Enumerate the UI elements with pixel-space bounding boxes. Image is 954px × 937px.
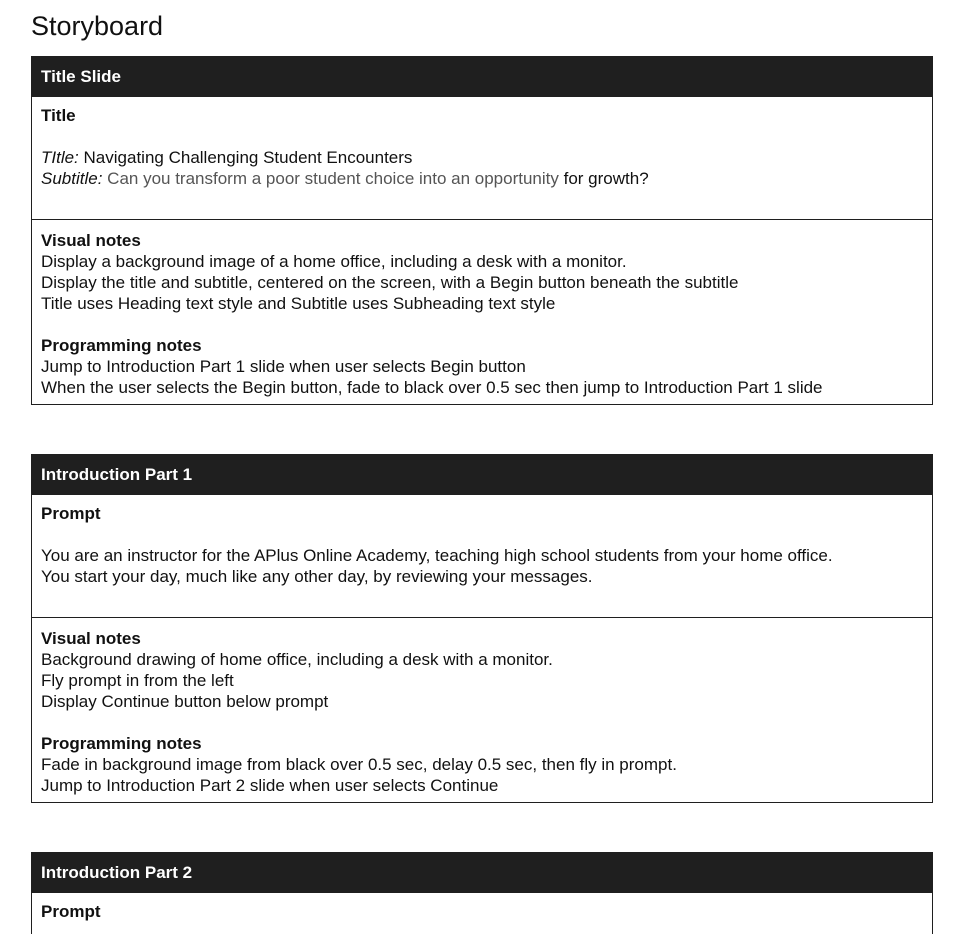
programming-note-line: Jump to Introduction Part 1 slide when user selects Begin button xyxy=(41,357,526,376)
title-key: TItle: xyxy=(41,148,79,167)
slide-introduction-part-1 xyxy=(31,454,933,803)
title-value: Navigating Challenging Student Encounters xyxy=(83,148,413,167)
programming-note-line: When the user selects the Begin button, fade to black over 0.5 sec then jump to Introduction Part 1 slide xyxy=(41,378,823,397)
subtitle-value-grey: Can you transform a poor student choice into an opportunity xyxy=(107,169,559,188)
slide-header: Title Slide xyxy=(32,57,932,97)
notes-section xyxy=(32,219,932,404)
section-label: Title xyxy=(41,106,76,125)
prompt-section xyxy=(32,893,932,934)
visual-note-line: Display Continue button below prompt xyxy=(41,692,329,711)
subtitle-line xyxy=(41,168,923,189)
storyboard-page xyxy=(31,0,933,934)
section-label: Prompt xyxy=(41,504,101,523)
subtitle-key: Subtitle: xyxy=(41,169,103,188)
visual-notes-label: Visual notes xyxy=(41,629,141,648)
visual-note-line: Background drawing of home office, including a desk with a monitor. xyxy=(41,650,553,669)
programming-notes-label: Programming notes xyxy=(41,336,202,355)
visual-notes-label: Visual notes xyxy=(41,231,141,250)
prompt-section xyxy=(32,495,932,617)
prompt-line: You are an instructor for the APlus Online Academy, teaching high school students from your home office. xyxy=(41,546,833,565)
title-line xyxy=(41,147,923,168)
slide-header: Introduction Part 1 xyxy=(32,455,932,495)
slide-introduction-part-2 xyxy=(31,852,933,934)
programming-note-line: Jump to Introduction Part 2 slide when user selects Continue xyxy=(41,776,499,795)
notes-section xyxy=(32,617,932,802)
page-title: Storyboard xyxy=(31,11,164,41)
visual-note-line: Display the title and subtitle, centered on the screen, with a Begin button beneath the subtitle xyxy=(41,273,739,292)
visual-note-line: Display a background image of a home office, including a desk with a monitor. xyxy=(41,252,627,271)
prompt-line: You start your day, much like any other day, by reviewing your messages. xyxy=(41,567,593,586)
slide-title-slide xyxy=(31,56,933,405)
slide-header: Introduction Part 2 xyxy=(32,853,932,893)
section-label: Prompt xyxy=(41,902,101,921)
subtitle-value-rest: for growth? xyxy=(563,169,649,188)
programming-notes-label: Programming notes xyxy=(41,734,202,753)
visual-note-line: Fly prompt in from the left xyxy=(41,671,234,690)
title-section xyxy=(32,97,932,219)
programming-note-line: Fade in background image from black over 0.5 sec, delay 0.5 sec, then fly in prompt. xyxy=(41,755,677,774)
visual-note-line: Title uses Heading text style and Subtitle uses Subheading text style xyxy=(41,294,556,313)
